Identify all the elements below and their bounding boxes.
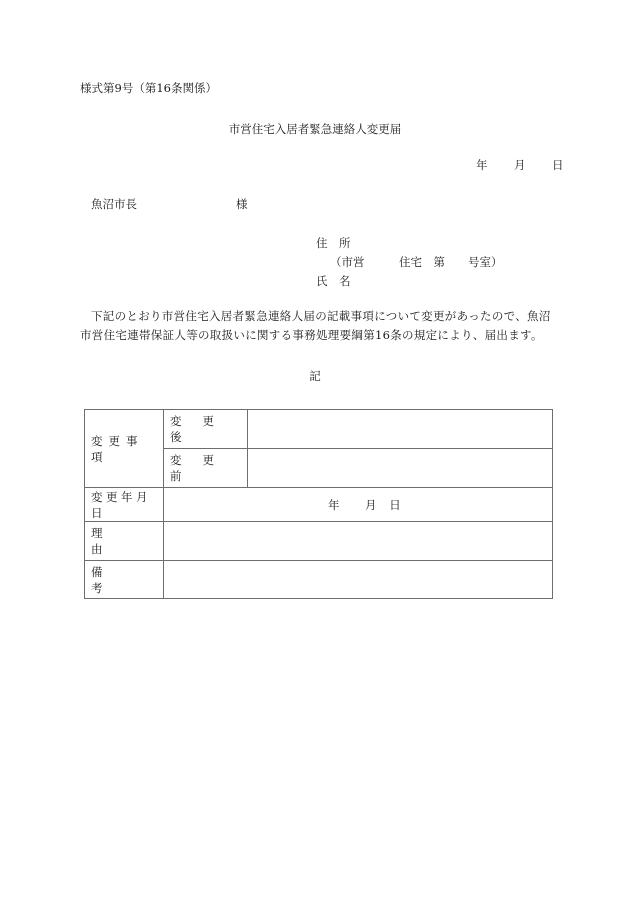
addressee-name: 魚沼市長 [91, 197, 137, 211]
applicant-block [316, 234, 503, 291]
date-month-label: 月 [514, 158, 526, 172]
change-date-value [164, 497, 552, 513]
remarks-label: 備考 [91, 564, 151, 595]
submission-date [476, 157, 564, 173]
before-label-cell [164, 449, 248, 488]
date-day-label: 日 [552, 158, 564, 172]
after-label: 変更後 [170, 414, 235, 444]
housing-line: （市営 住宅 第 号室） [330, 255, 503, 269]
before-label: 変更前 [170, 453, 235, 483]
name-label: 氏 名 [316, 274, 351, 288]
change-items-label-cell [85, 410, 164, 488]
change-table [84, 409, 553, 599]
after-label-cell [164, 410, 248, 449]
change-date-label-cell [85, 488, 164, 522]
addressee [91, 196, 248, 212]
body-text: 下記のとおり市営住宅入居者緊急連絡人届の記載事項について変更があったので、魚沼市営住宅連帯保証人等の取扱いに関する事務処理要綱第16条の規定により、届出ます。 [80, 309, 551, 342]
form-number: 様式第9号（第16条関係） [80, 81, 217, 95]
change-year-label: 年 [328, 497, 340, 512]
ki-heading: 記 [309, 369, 321, 383]
remarks-label-cell [85, 561, 164, 599]
change-date-label: 変更年月日 [91, 489, 151, 520]
change-items-label: 変更事項 [91, 433, 144, 464]
change-day-label: 日 [389, 497, 401, 512]
change-date-value-cell[interactable] [164, 488, 553, 522]
address-label: 住 所 [316, 236, 351, 250]
date-year-label: 年 [476, 158, 488, 172]
change-month-label: 月 [365, 497, 377, 512]
remarks-value-cell[interactable] [164, 561, 553, 599]
after-value-cell[interactable] [248, 410, 553, 449]
addressee-honorific: 様 [236, 197, 248, 211]
document-title: 市営住宅入居者緊急連絡人変更届 [228, 122, 402, 136]
reason-label-cell [85, 522, 164, 561]
reason-label: 理由 [91, 526, 151, 556]
before-value-cell[interactable] [248, 449, 553, 488]
reason-value-cell[interactable] [164, 522, 553, 561]
